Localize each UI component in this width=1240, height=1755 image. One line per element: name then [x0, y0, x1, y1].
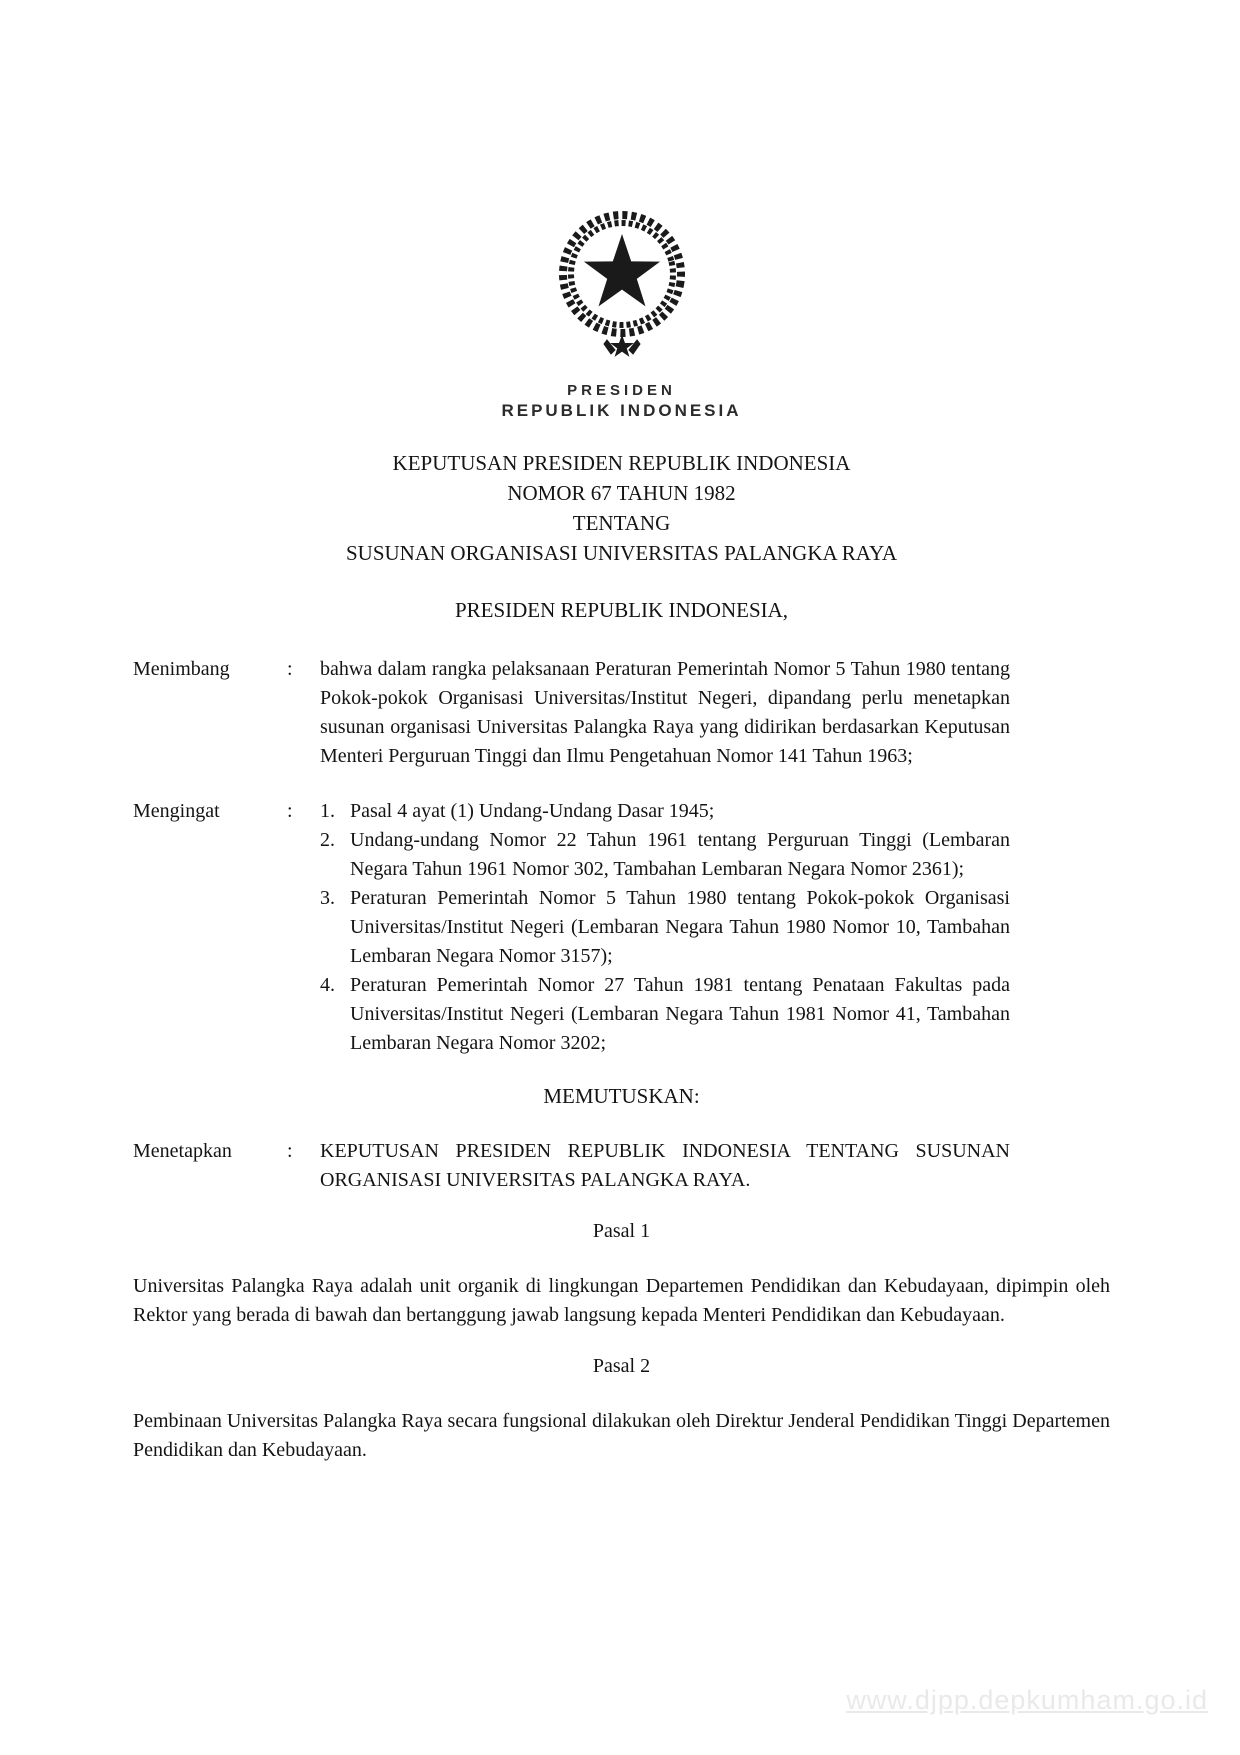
list-item: Peraturan Pemerintah Nomor 27 Tahun 1981 tentang Penataan Fakultas pada Universitas/Institut Negeri (Lembaran Negara Tahun 1981 Nomor 41, Tambahan Lembaran Negara Nomor 3202;: [350, 974, 1010, 1054]
decree-subject: SUSUNAN ORGANISASI UNIVERSITAS PALANGKA RAYA: [345, 541, 897, 565]
decree-title: [133, 448, 1110, 568]
recalling-colon: :: [287, 800, 293, 822]
recalling-label: Mengingat: [133, 800, 220, 822]
ribbon-icon: [604, 336, 640, 356]
letterhead-republik-indonesia: REPUBLIK INDONESIA: [501, 401, 742, 420]
star-wreath-icon: [555, 208, 689, 360]
article-1: [133, 1217, 1110, 1330]
article-text: Pembinaan Universitas Palangka Raya secara fungsional dilakukan oleh Direktur Jenderal Pendidikan Tinggi Departemen Pendidikan dan Kebudayaan.: [133, 1410, 1110, 1461]
list-item: Undang-undang Nomor 22 Tahun 1961 tentang Perguruan Tinggi (Lembaran Negara Tahun 1961 Nomor 302, Tambahan Lembaran Negara Nomor 2361);: [350, 829, 1010, 880]
memutuskan-heading: MEMUTUSKAN:: [543, 1084, 700, 1108]
stipulating-clause: [133, 1137, 1010, 1195]
watermark-url: www.djpp.depkumham.go.id: [846, 1685, 1208, 1715]
decree-title-line1: KEPUTUSAN PRESIDEN REPUBLIK INDONESIA: [392, 451, 851, 475]
star-icon: [583, 234, 659, 306]
letterhead-presiden: PRESIDEN: [567, 382, 676, 399]
article-heading: Pasal 2: [592, 1355, 651, 1377]
article-2: [133, 1352, 1110, 1465]
document-content: [0, 208, 1240, 1465]
stipulating-label: Menetapkan: [133, 1140, 232, 1162]
recalling-list-wrap: [320, 797, 1010, 1058]
considering-clause: [133, 655, 1010, 771]
considering-colon: :: [287, 658, 293, 680]
list-item: Peraturan Pemerintah Nomor 5 Tahun 1980 tentang Pokok-pokok Organisasi Universitas/Institut Negeri (Lembaran Negara Tahun 1980 Nomor 10, Tambahan Lembaran Negara Nomor 3157);: [350, 887, 1010, 967]
stipulating-text: KEPUTUSAN PRESIDEN REPUBLIK INDONESIA TENTANG SUSUNAN ORGANISASI UNIVERSITAS PALANGKA RAYA.: [320, 1140, 1010, 1191]
salutation: PRESIDEN REPUBLIK INDONESIA,: [454, 598, 789, 622]
presidential-emblem: [133, 208, 1110, 369]
decree-number: NOMOR 67 TAHUN 1982: [507, 481, 736, 505]
considering-label: Menimbang: [133, 658, 230, 680]
recalling-list: [320, 797, 1010, 1058]
stipulating-colon: :: [287, 1140, 293, 1162]
recalling-clause: [133, 797, 1010, 1058]
letterhead: [133, 381, 1110, 422]
article-text: Universitas Palangka Raya adalah unit organik di lingkungan Departemen Pendidikan dan Kebudayaan, dipimpin oleh Rektor yang berada di bawah dan bertanggung jawab langsung kepada Menteri Pendidikan dan Kebudayaan.: [133, 1275, 1110, 1326]
considering-text: bahwa dalam rangka pelaksanaan Peraturan Pemerintah Nomor 5 Tahun 1980 tentang Pokok-pokok Organisasi Universitas/Institut Negeri, dipandang perlu menetapkan susunan organisasi Universitas Palangka Raya yang didirikan berdasarkan Keputusan Menteri Perguruan Tinggi dan Ilmu Pengetahuan Nomor 141 Tahun 1963;: [320, 658, 1010, 767]
list-item: Pasal 4 ayat (1) Undang-Undang Dasar 1945;: [350, 800, 715, 822]
article-heading: Pasal 1: [592, 1220, 651, 1242]
decree-tentang: TENTANG: [572, 511, 671, 535]
